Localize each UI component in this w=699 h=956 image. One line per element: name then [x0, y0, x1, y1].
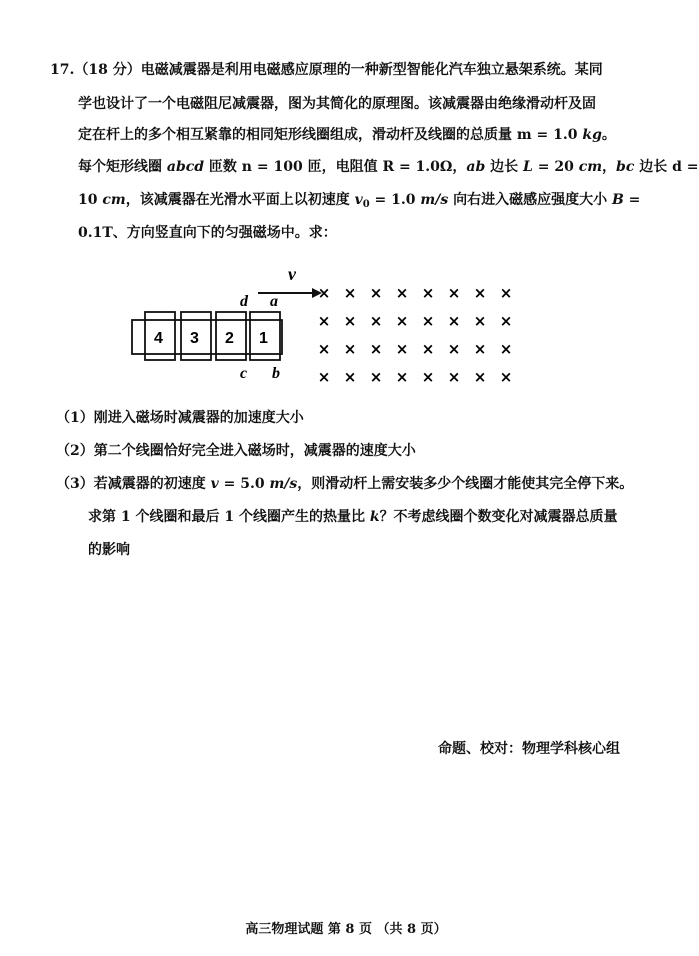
part-3-line-1: [56, 476, 633, 492]
coil-label: 1: [259, 330, 268, 347]
text: = 1.0: [369, 192, 421, 208]
velocity-label: v: [288, 264, 296, 284]
field-cross: ×: [395, 340, 409, 358]
text: 。: [601, 127, 616, 143]
page-number: 高三物理试题 第 8 页 （共 8 页）: [245, 922, 447, 937]
text: 每个矩形线圈: [78, 159, 167, 175]
field-cross: ×: [473, 340, 487, 358]
text: 边长 d =: [634, 159, 699, 175]
text: =: [623, 192, 641, 208]
field-cross: ×: [421, 368, 435, 386]
coil-label: 4: [154, 330, 163, 347]
field-cross: ×: [421, 284, 435, 302]
field-cross: ×: [395, 368, 409, 386]
question-text: 电磁减震器是利用电磁感应原理的一种新型智能化汽车独立悬架系统。某同: [140, 62, 603, 78]
question-line-3: [78, 127, 616, 143]
text: 10: [78, 192, 103, 208]
question-line-4: [78, 159, 699, 175]
unit-cm: cm: [102, 192, 126, 208]
field-cross: ×: [421, 340, 435, 358]
text: 向右进入磁感应强度大小: [448, 192, 612, 208]
coil-label: 3: [190, 330, 199, 347]
field-cross: ×: [395, 312, 409, 330]
field-cross: ×: [343, 284, 357, 302]
subscript-0: 0: [362, 199, 370, 210]
field-cross: ×: [499, 368, 513, 386]
field-cross: ×: [447, 284, 461, 302]
question-line-5: [78, 192, 640, 213]
field-cross: ×: [343, 368, 357, 386]
text: ？不考虑线圈个数变化对减震器总质量: [379, 509, 618, 525]
magnetic-field: [318, 284, 513, 386]
field-cross: ×: [499, 340, 513, 358]
question-line-1: [50, 62, 603, 78]
part-3-line-2: [88, 509, 618, 525]
field-cross: ×: [317, 368, 331, 386]
text: 边长: [485, 159, 523, 175]
symbol-ab: ab: [466, 159, 486, 175]
field-cross: ×: [499, 284, 513, 302]
field-cross: ×: [343, 340, 357, 358]
text: ，: [602, 159, 617, 175]
field-cross: ×: [499, 312, 513, 330]
text: ，则滑动杆上需安装多少个线圈才能使其完全停下来。: [297, 476, 634, 492]
field-cross: ×: [317, 312, 331, 330]
unit-ms: m/s: [269, 476, 298, 492]
symbol-B: B: [611, 192, 624, 208]
field-cross: ×: [317, 284, 331, 302]
field-cross: ×: [369, 284, 383, 302]
symbol-k: k: [369, 509, 380, 525]
field-cross: ×: [447, 312, 461, 330]
corner-label-a: a: [270, 293, 278, 310]
coil-label: 2: [225, 330, 234, 347]
field-cross: ×: [369, 368, 383, 386]
field-cross: ×: [447, 368, 461, 386]
unit-kg: kg: [582, 127, 602, 143]
field-cross: ×: [473, 312, 487, 330]
symbol-L: L: [523, 159, 533, 175]
question-number: 17.: [50, 62, 75, 78]
symbol-v: v: [210, 476, 219, 492]
unit-ms: m/s: [420, 192, 449, 208]
field-cross: ×: [369, 340, 383, 358]
damper-diagram: [120, 262, 530, 384]
corner-label-c: c: [240, 365, 248, 382]
field-cross: ×: [395, 284, 409, 302]
field-cross: ×: [473, 284, 487, 302]
footer-credit: 命题、校对：物理学科核心组: [438, 741, 620, 757]
text: = 5.0: [218, 476, 270, 492]
unit-cm: cm: [578, 159, 603, 175]
text: ，该减震器在光滑水平面上以初速度: [125, 192, 355, 208]
part-2: （2）第二个线圈恰好完全进入磁场时，减震器的速度大小: [56, 443, 416, 459]
text: 匝数 n = 100 匝，电阻值 R = 1.0Ω，: [204, 159, 467, 175]
corner-label-d: d: [240, 293, 248, 310]
text: = 20: [532, 159, 579, 175]
text: 求第 1 个线圈和最后 1 个线圈产生的热量比: [88, 509, 370, 525]
question-line-6: 0.1T、方向竖直向下的匀强磁场中。求：: [78, 225, 337, 241]
part-3-line-3: 的影响: [88, 542, 130, 558]
field-cross: ×: [343, 312, 357, 330]
question-score: （18 分）: [74, 62, 141, 78]
field-cross: ×: [447, 340, 461, 358]
velocity-arrow: [258, 288, 322, 298]
corner-label-b: b: [272, 365, 280, 382]
question-line-2: 学也设计了一个电磁阻尼减震器，图为其简化的原理图。该减震器由绝缘滑动杆及固: [78, 96, 596, 112]
field-cross: ×: [421, 312, 435, 330]
symbol-abcd: abcd: [166, 159, 205, 175]
field-cross: ×: [473, 368, 487, 386]
text: （3）若减震器的初速度: [56, 476, 211, 492]
symbol-bc: bc: [616, 159, 635, 175]
part-1: （1）刚进入磁场时减震器的加速度大小: [56, 410, 304, 426]
text: 定在杆上的多个相互紧靠的相同矩形线圈组成，滑动杆及线圈的总质量 m = 1.0: [78, 127, 583, 143]
field-cross: ×: [369, 312, 383, 330]
symbol-v: v: [354, 192, 363, 208]
field-cross: ×: [317, 340, 331, 358]
